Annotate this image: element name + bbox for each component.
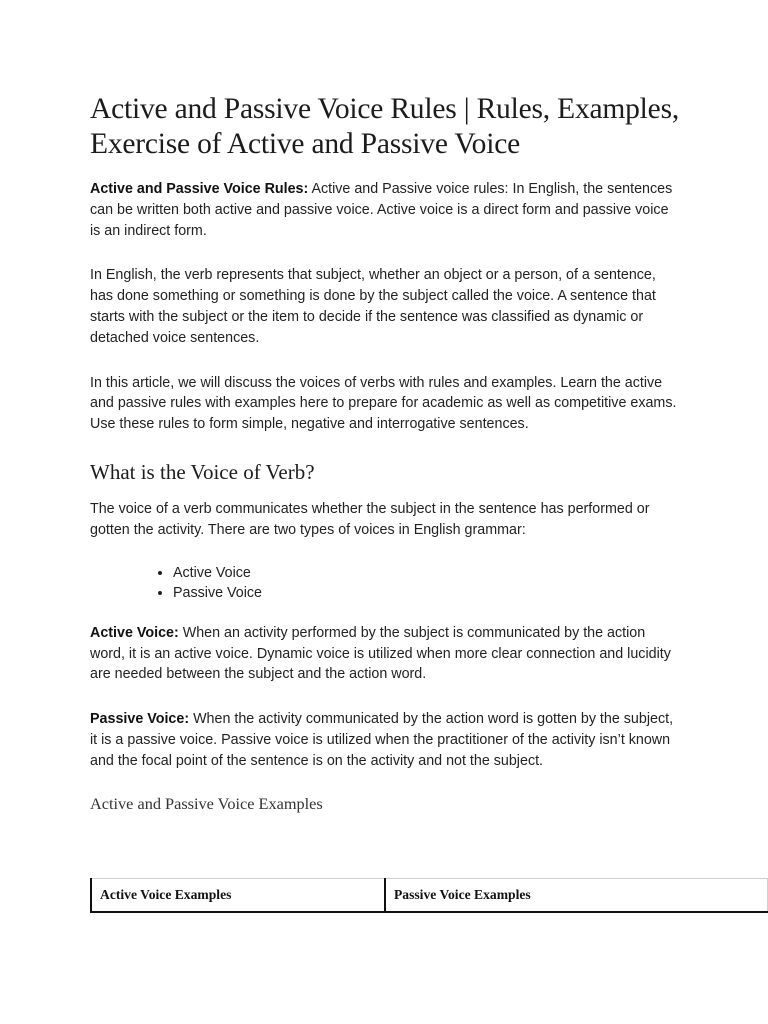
passive-voice-label: Passive Voice: bbox=[90, 711, 190, 728]
active-voice-text: When an activity performed by the subject is communicated by the action word, it is an active voice. Dynamic voice is utilized when more clear connection and lucidity are needed between the subject and the action word. bbox=[90, 624, 671, 683]
list-item: • Active Voice bbox=[173, 563, 680, 584]
article-scope-paragraph: In this article, we will discuss the voices of verbs with rules and examples. Learn the active and passive rules with examples here to prepare for academic as well as competitive exams. Use these rules to form simple, negative and interrogative sentences. bbox=[90, 374, 677, 433]
voice-of-verb-heading: What is the Voice of Verb? bbox=[90, 459, 315, 484]
page-title: Active and Passive Voice Rules | Rules, Examples, Exercise of Active and Passive Voice bbox=[90, 93, 680, 160]
examples-heading: Active and Passive Voice Examples bbox=[90, 793, 323, 813]
article bbox=[90, 92, 680, 828]
passive-examples-header: Passive Voice Examples bbox=[385, 879, 768, 913]
voice-types-list bbox=[90, 563, 680, 604]
intro-paragraph bbox=[90, 179, 680, 241]
voice-definition-paragraph: The voice of a verb communicates whether the subject in the sentence has performed or gotten the activity. There are two types of voices in English grammar: bbox=[90, 500, 650, 538]
verb-paragraph: In English, the verb represents that subject, whether an object or a person, of a sentence, has done something or something is done by the subject called the voice. A sentence that starts with the subject or the item to decide if the sentence was classified as dynamic or detached voice sentences. bbox=[90, 267, 656, 346]
examples-table bbox=[90, 878, 768, 913]
intro-label: Active and Passive Voice Rules: bbox=[90, 181, 309, 197]
table-row bbox=[91, 879, 768, 913]
passive-voice-text: When the activity communicated by the action word is gotten by the subject, it is a passive voice. Passive voice is utilized when the practitioner of the activity isn’t known and the focal point of the sentence is on the activity and not the subject. bbox=[90, 711, 674, 769]
list-item: • Passive Voice bbox=[173, 583, 680, 604]
passive-voice-paragraph bbox=[90, 709, 680, 771]
active-voice-label: Active Voice: bbox=[90, 624, 179, 641]
intro-text: Active and Passive voice rules: In English, the sentences can be written both active and passive voice. Active voice is a direct form and passive voice is an indirect form. bbox=[90, 181, 673, 239]
active-examples-header: Active Voice Examples bbox=[91, 879, 385, 913]
active-voice-paragraph bbox=[90, 623, 680, 685]
